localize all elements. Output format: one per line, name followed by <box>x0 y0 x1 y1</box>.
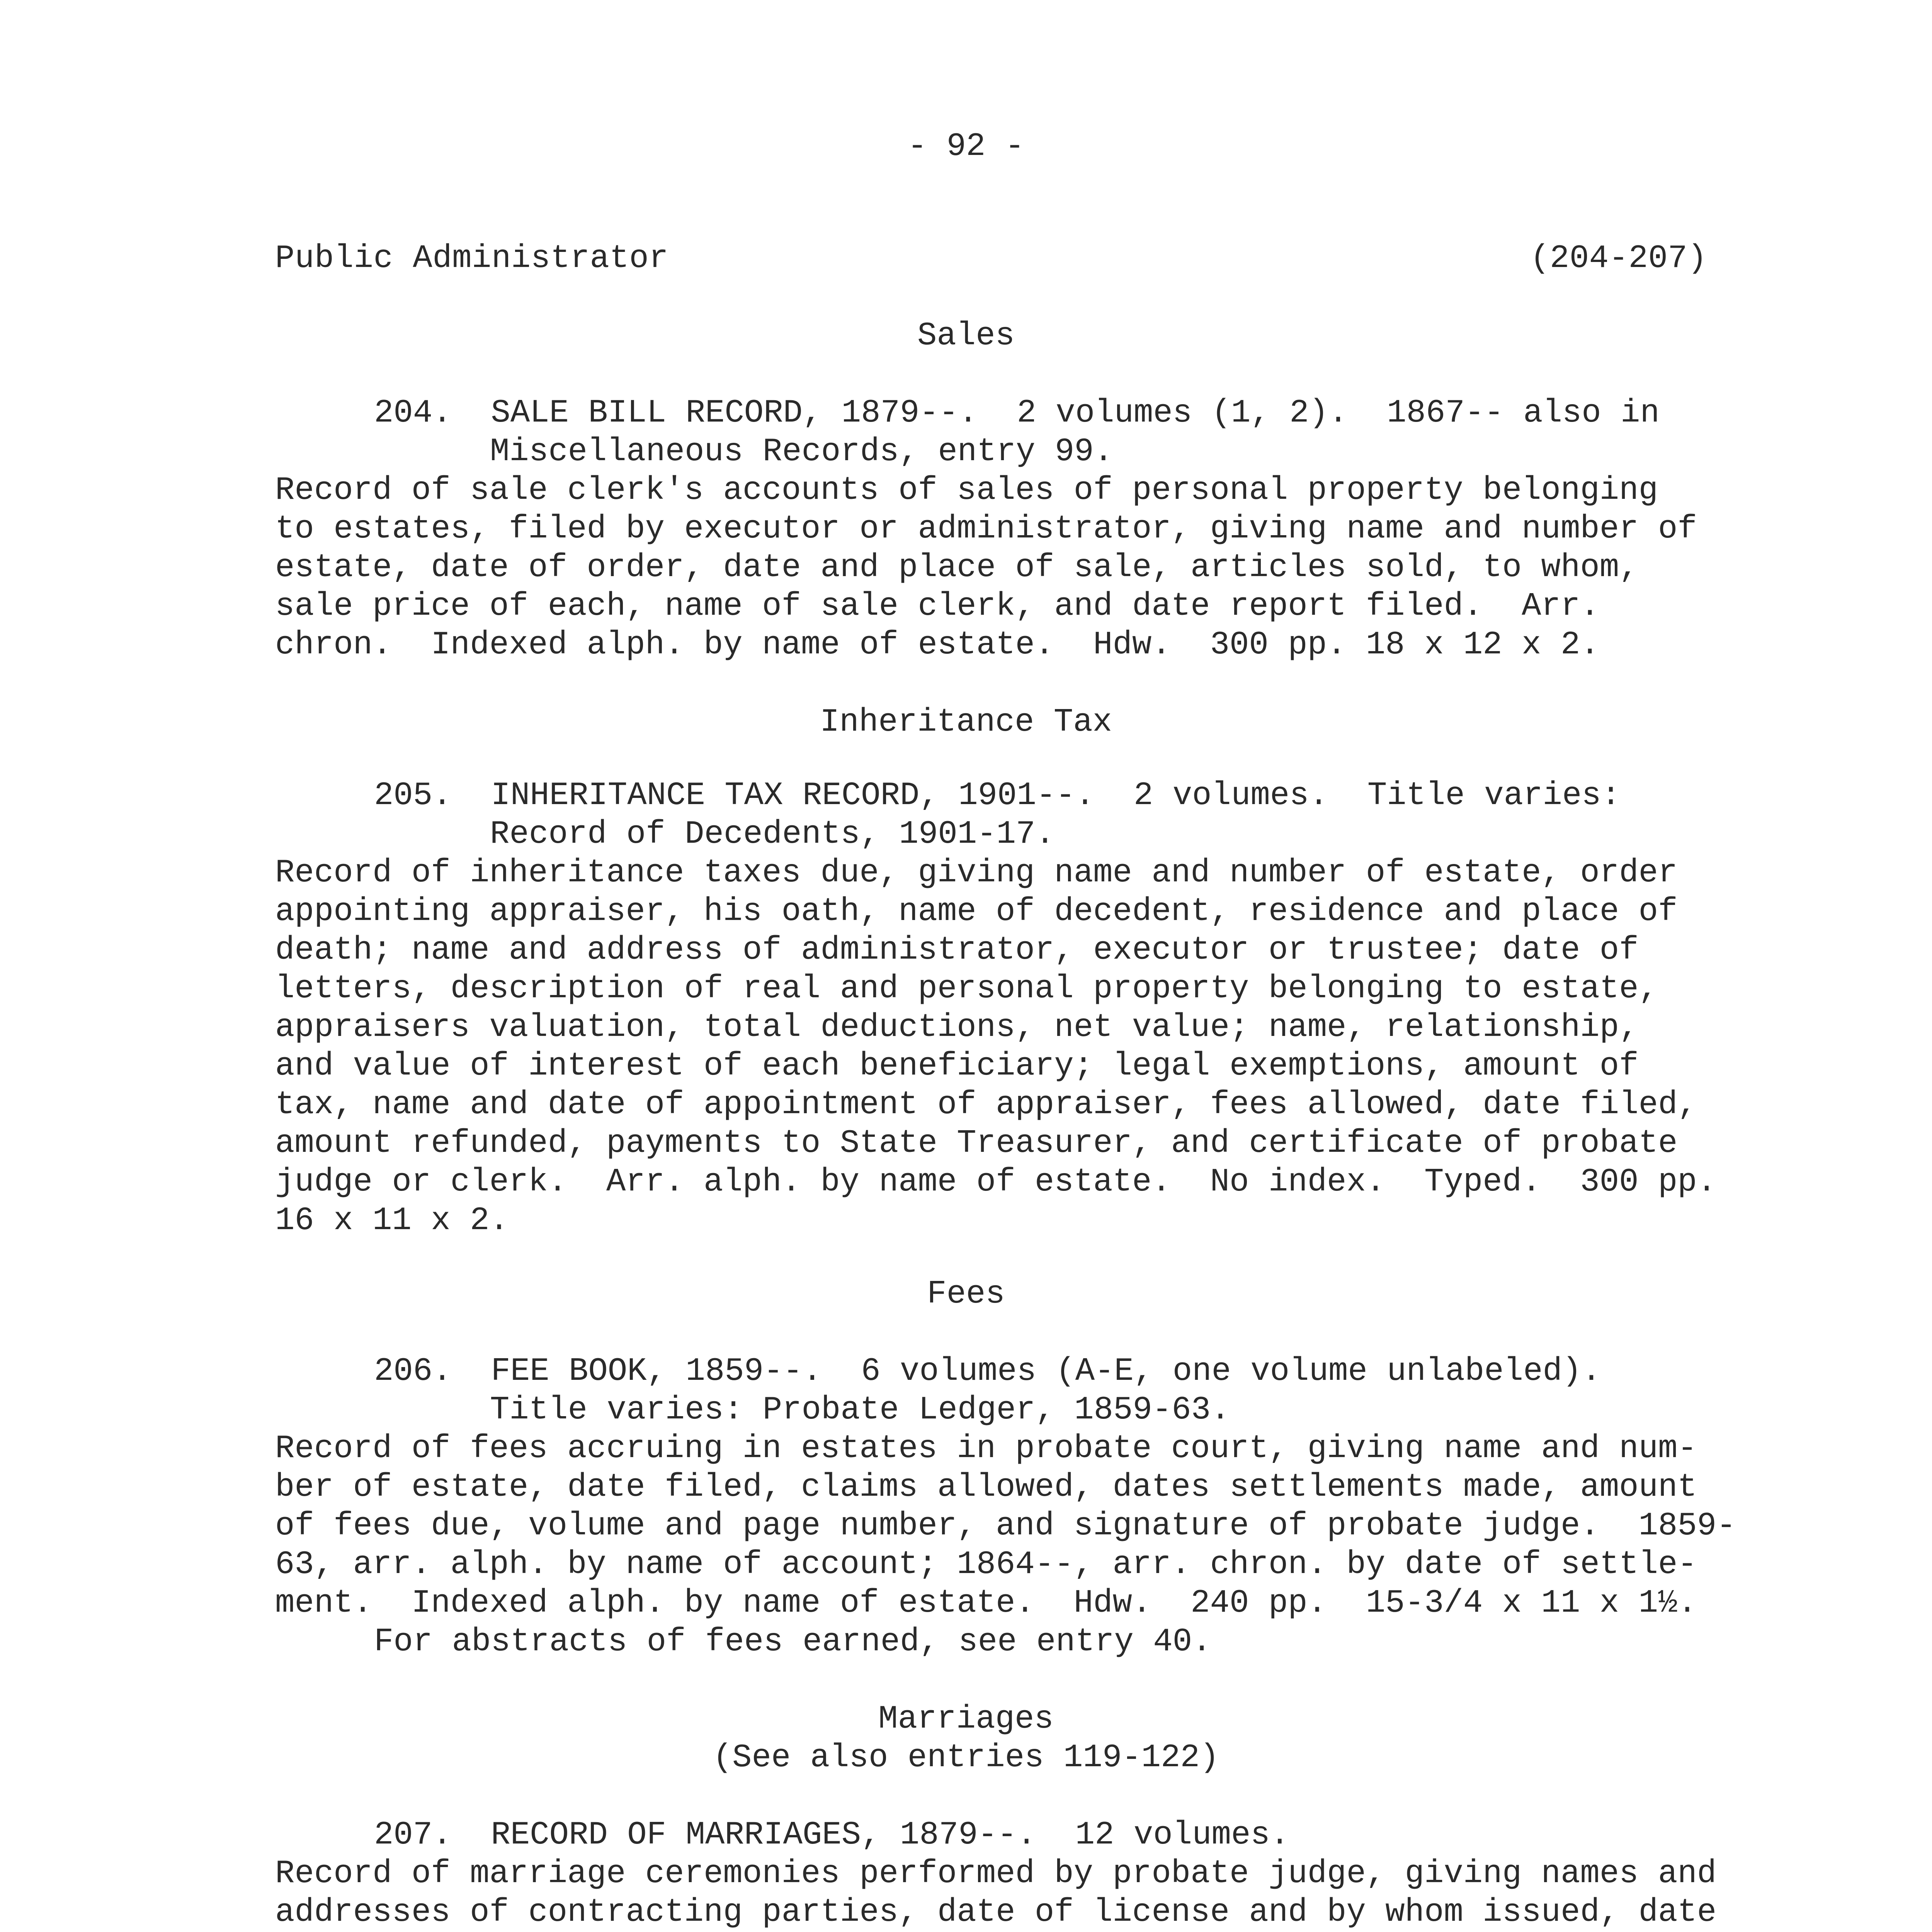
entry-205-body <box>275 854 1898 1240</box>
entry-205-body-line: appraisers valuation, total deductions, net value; name, relationship, <box>275 1009 1639 1046</box>
entry-205-body-line: appointing appraiser, his oath, name of decedent, residence and place of <box>275 893 1678 930</box>
entry-205-head-line-2: Record of Decedents, 1901-17. <box>490 816 1055 853</box>
entry-204-body-line: estate, date of order, date and place of sale, articles sold, to whom, <box>275 549 1639 586</box>
entry-204-body-line: to estates, filed by executor or administrator, giving name and number of <box>275 511 1697 548</box>
entry-206-head-line-2: Title varies: Probate Ledger, 1859-63. <box>490 1392 1230 1429</box>
entry-204-body-line: sale price of each, name of sale clerk, and date report filed. Arr. <box>275 588 1600 625</box>
entry-205-body-line: death; name and address of administrator, executor or trustee; date of <box>275 932 1639 969</box>
entry-207-body <box>275 1855 1898 1932</box>
entry-206-body-line: Record of fees accruing in estates in probate court, giving name and num- <box>275 1430 1697 1467</box>
entry-204-heading <box>374 394 1660 471</box>
entry-205-body-line: letters, description of real and personal property belonging to estate, <box>275 971 1658 1007</box>
entry-207-body-line: addresses of contracting parties, date of license and by whom issued, date <box>275 1894 1717 1931</box>
page-number: - 92 - <box>907 128 1025 165</box>
section-heading-marriages: Marriages <box>878 1701 1054 1738</box>
entry-204-body-line: Record of sale clerk's accounts of sales of personal property belonging <box>275 472 1658 509</box>
section-subheading-marriages: (See also entries 119-122) <box>713 1740 1219 1776</box>
entry-206-body-line: 63, arr. alph. by name of account; 1864--, arr. chron. by date of settle- <box>275 1546 1697 1583</box>
entry-206-body-line: ber of estate, date filed, claims allowed, dates settlements made, amount <box>275 1469 1697 1506</box>
entry-205-body-line: 16 x 11 x 2. <box>275 1202 509 1239</box>
section-heading-fees: Fees <box>927 1276 1005 1313</box>
entry-206-body <box>275 1430 1898 1623</box>
entry-205-body-line: tax, name and date of appointment of appraiser, fees allowed, date filed, <box>275 1087 1697 1123</box>
entry-206-note: For abstracts of fees earned, see entry 40. <box>374 1624 1212 1660</box>
entry-206-heading <box>374 1352 1601 1430</box>
entry-204-head-line-2: Miscellaneous Records, entry 99. <box>490 434 1114 470</box>
entry-204-body <box>275 471 1898 665</box>
running-head-left: Public Administrator <box>275 240 669 277</box>
entry-205-body-line: and value of interest of each beneficiary; legal exemptions, amount of <box>275 1048 1639 1085</box>
entry-205-body-line: judge or clerk. Arr. alph. by name of estate. No index. Typed. 300 pp. <box>275 1164 1717 1201</box>
entry-207-head-line-1: 207. RECORD OF MARRIAGES, 1879--. 12 volumes. <box>374 1817 1290 1854</box>
entry-204-head-line-1: 204. SALE BILL RECORD, 1879--. 2 volumes (1, 2). 1867-- also in <box>374 395 1660 432</box>
entry-207-heading <box>374 1816 1289 1855</box>
entry-206-head-line-1: 206. FEE BOOK, 1859--. 6 volumes (A-E, one volume unlabeled). <box>374 1353 1601 1390</box>
entry-204-body-line: chron. Indexed alph. by name of estate. Hdw. 300 pp. 18 x 12 x 2. <box>275 627 1600 663</box>
entry-205-head-line-1: 205. INHERITANCE TAX RECORD, 1901--. 2 volumes. Title varies: <box>374 777 1621 814</box>
entry-207-body-line: Record of marriage ceremonies performed by probate judge, giving names and <box>275 1855 1717 1892</box>
section-heading-inheritance-tax: Inheritance Tax <box>820 704 1112 741</box>
entry-206-body-line: of fees due, volume and page number, and signature of probate judge. 1859- <box>275 1508 1736 1544</box>
entry-205-body-line: Record of inheritance taxes due, giving name and number of estate, order <box>275 855 1678 891</box>
section-heading-sales: Sales <box>917 318 1015 354</box>
entry-205-body-line: amount refunded, payments to State Treasurer, and certificate of probate <box>275 1125 1678 1162</box>
running-head-right: (204-207) <box>1530 240 1708 277</box>
entry-205-heading <box>374 777 1621 854</box>
entry-206-body-line: ment. Indexed alph. by name of estate. Hdw. 240 pp. 15-3/4 x 11 x 1½. <box>275 1585 1697 1622</box>
